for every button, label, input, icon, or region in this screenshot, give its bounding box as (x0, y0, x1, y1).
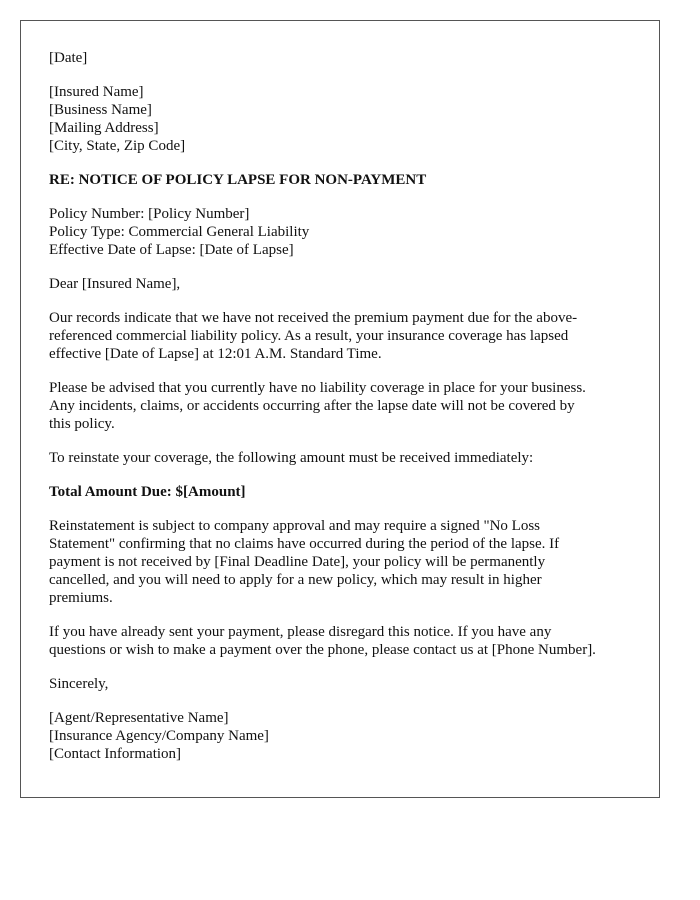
recipient-mailing-address: [Mailing Address] (49, 120, 159, 136)
policy-lapse-date: Effective Date of Lapse: [Date of Lapse] (49, 242, 294, 258)
paragraph-line: Any incidents, claims, or accidents occurring after the lapse date will not be covered by (49, 398, 575, 414)
salutation (49, 275, 631, 293)
paragraph-line: referenced commercial liability policy. As a result, your insurance coverage has lapsed (49, 328, 569, 344)
recipient-city-state-zip: [City, State, Zip Code] (49, 138, 186, 154)
date-text: [Date] (49, 50, 88, 66)
closing (49, 675, 631, 693)
recipient-address-block (49, 83, 631, 155)
paragraph-line: Please be advised that you currently have no liability coverage in place for your business. (49, 380, 586, 396)
signature-contact: [Contact Information] (49, 746, 182, 762)
paragraph-line: cancelled, and you will need to apply for a new policy, which may result in higher (49, 572, 542, 588)
paragraph-line: Reinstatement is subject to company approval and may require a signed "No Loss (49, 518, 541, 534)
policy-number: Policy Number: [Policy Number] (49, 206, 250, 222)
letter-document (20, 20, 660, 798)
paragraph-line: this policy. (49, 416, 115, 432)
paragraph-approval (49, 517, 631, 607)
signature-name: [Agent/Representative Name] (49, 710, 229, 726)
recipient-business-name: [Business Name] (49, 102, 152, 118)
closing-text: Sincerely, (49, 676, 109, 692)
total-amount-due: Total Amount Due: $[Amount] (49, 484, 246, 500)
recipient-insured-name: [Insured Name] (49, 84, 144, 100)
paragraph-reinstate (49, 449, 631, 467)
paragraph-contact (49, 623, 631, 659)
subject-line: RE: NOTICE OF POLICY LAPSE FOR NON-PAYMENT (49, 172, 427, 188)
paragraph-line: To reinstate your coverage, the following amount must be received immediately: (49, 450, 534, 466)
paragraph-line: effective [Date of Lapse] at 12:01 A.M. Standard Time. (49, 346, 382, 362)
salutation-text: Dear [Insured Name], (49, 276, 181, 292)
letter-date (49, 49, 631, 67)
policy-type: Policy Type: Commercial General Liability (49, 224, 310, 240)
paragraph-line: Statement" confirming that no claims have occurred during the period of the lapse. If (49, 536, 560, 552)
paragraph-line: questions or wish to make a payment over the phone, please contact us at [Phone Number]. (49, 642, 596, 658)
signature-company: [Insurance Agency/Company Name] (49, 728, 269, 744)
signature-block (49, 709, 631, 763)
paragraph-advised (49, 379, 631, 433)
paragraph-records (49, 309, 631, 363)
paragraph-line: payment is not received by [Final Deadline Date], your policy will be permanently (49, 554, 546, 570)
paragraph-line: Our records indicate that we have not received the premium payment due for the above- (49, 310, 578, 326)
policy-details-block (49, 205, 631, 259)
paragraph-line: If you have already sent your payment, please disregard this notice. If you have any (49, 624, 552, 640)
paragraph-line: premiums. (49, 590, 113, 606)
